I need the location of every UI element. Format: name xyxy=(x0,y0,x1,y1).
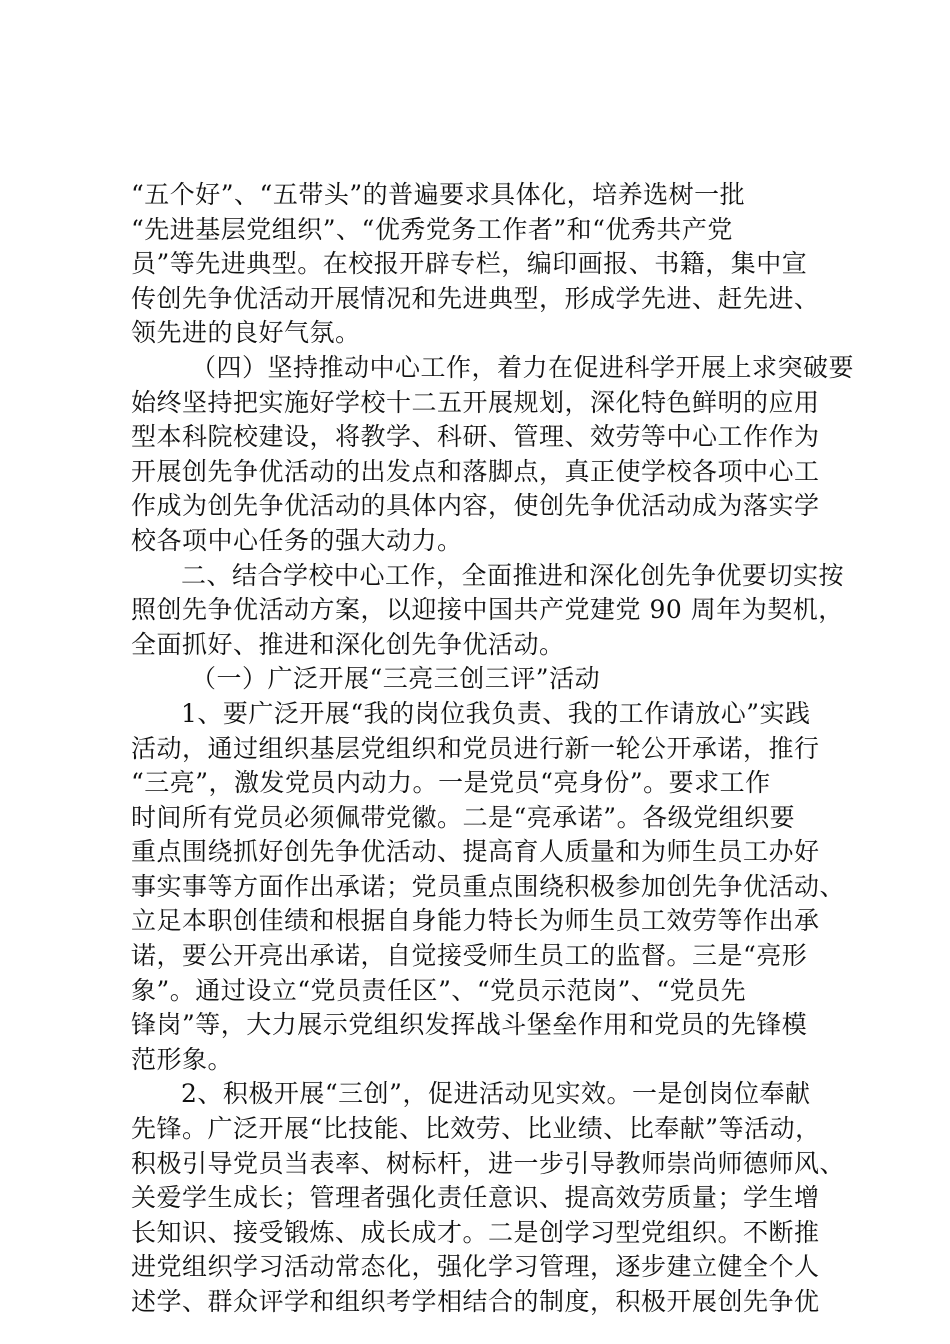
text-line: “先进基层党组织”、“优秀党务工作者”和“优秀共产党 xyxy=(131,214,733,244)
text-line: 积极引导党员当表率、树标杆，进一步引导教师崇尚师德师风、 xyxy=(131,1148,846,1178)
text-line: “三亮”，激发党员内动力。一是党员“亮身份”。要求工作 xyxy=(131,768,771,798)
text-line: 全面抓好、推进和深化创先争优活动。 xyxy=(131,629,565,659)
text-line: 作成为创先争优活动的具体内容，使创先争优活动成为落实学 xyxy=(131,491,820,521)
text-line: 象”。通过设立“党员责任区”、“党员示范岗”、“党员先 xyxy=(131,975,747,1005)
text-line: 传创先争优活动开展情况和先进典型，形成学先进、赶先进、 xyxy=(131,283,820,313)
text-line: 照创先争优活动方案，以迎接中国共产党建党 90 周年为契机， xyxy=(131,595,844,625)
text-line: （一）广泛开展“三亮三创三评”活动 xyxy=(191,664,601,694)
text-line: 进党组织学习活动常态化，强化学习管理，逐步建立健全个人 xyxy=(131,1252,820,1282)
text-line: 事实事等方面作出承诺；党员重点围绕积极参加创先争优活动、 xyxy=(131,871,846,901)
text-line: 时间所有党员必须佩带党徽。二是“亮承诺”。各级党组织要 xyxy=(131,802,796,832)
text-line: 领先进的良好气氛。 xyxy=(131,318,361,348)
text-line: 述学、群众评学和组织考学相结合的制度，积极开展创先争优 xyxy=(131,1287,820,1316)
text-line: 活动，通过组织基层党组织和党员进行新一轮公开承诺，推行 xyxy=(131,733,820,763)
text-line: 锋岗”等，大力展示党组织发挥战斗堡垒作用和党员的先锋模 xyxy=(131,1010,808,1040)
text-line: “五个好”、“五带头”的普遍要求具体化，培养选树一批 xyxy=(131,180,746,209)
text-line: 长知识、接受锻炼、成长成才。二是创学习型党组织。不断推 xyxy=(131,1217,820,1247)
text-line: 员”等先进典型。在校报开辟专栏，编印画报、书籍，集中宣 xyxy=(131,249,808,279)
text-line: 二、结合学校中心工作，全面推进和深化创先争优要切实按 xyxy=(181,560,845,590)
text-line: 范形象。 xyxy=(131,1044,234,1074)
text-line: 关爱学生成长；管理者强化责任意识、提高效劳质量；学生增 xyxy=(131,1183,820,1213)
text-line: 立足本职创佳绩和根据自身能力特长为师生员工效劳等作出承 xyxy=(131,906,820,936)
text-line: 开展创先争优活动的出发点和落脚点，真正使学校各项中心工 xyxy=(131,456,820,486)
text-line: 型本科院校建设，将教学、科研、管理、效劳等中心工作作为 xyxy=(131,422,820,452)
text-line: （四）坚持推动中心工作，着力在促进科学开展上求突破要 xyxy=(191,352,855,382)
text-line: 诺，要公开亮出承诺，自觉接受师生员工的监督。三是“亮形 xyxy=(131,941,808,971)
text-line: 重点围绕抓好创先争优活动、提高育人质量和为师生员工办好 xyxy=(131,837,820,867)
text-line: 2、积极开展“三创”，促进活动见实效。一是创岗位奉献 xyxy=(181,1079,811,1109)
text-line: 先锋。广泛开展“比技能、比效劳、比业绩、比奉献”等活动， xyxy=(131,1114,821,1144)
text-line: 1、要广泛开展“我的岗位我负责、我的工作请放心”实践 xyxy=(181,698,811,728)
text-line: 校各项中心任务的强大动力。 xyxy=(131,525,463,555)
text-line: 始终坚持把实施好学校十二五开展规划，深化特色鲜明的应用 xyxy=(131,387,820,417)
body-text xyxy=(131,178,855,1320)
